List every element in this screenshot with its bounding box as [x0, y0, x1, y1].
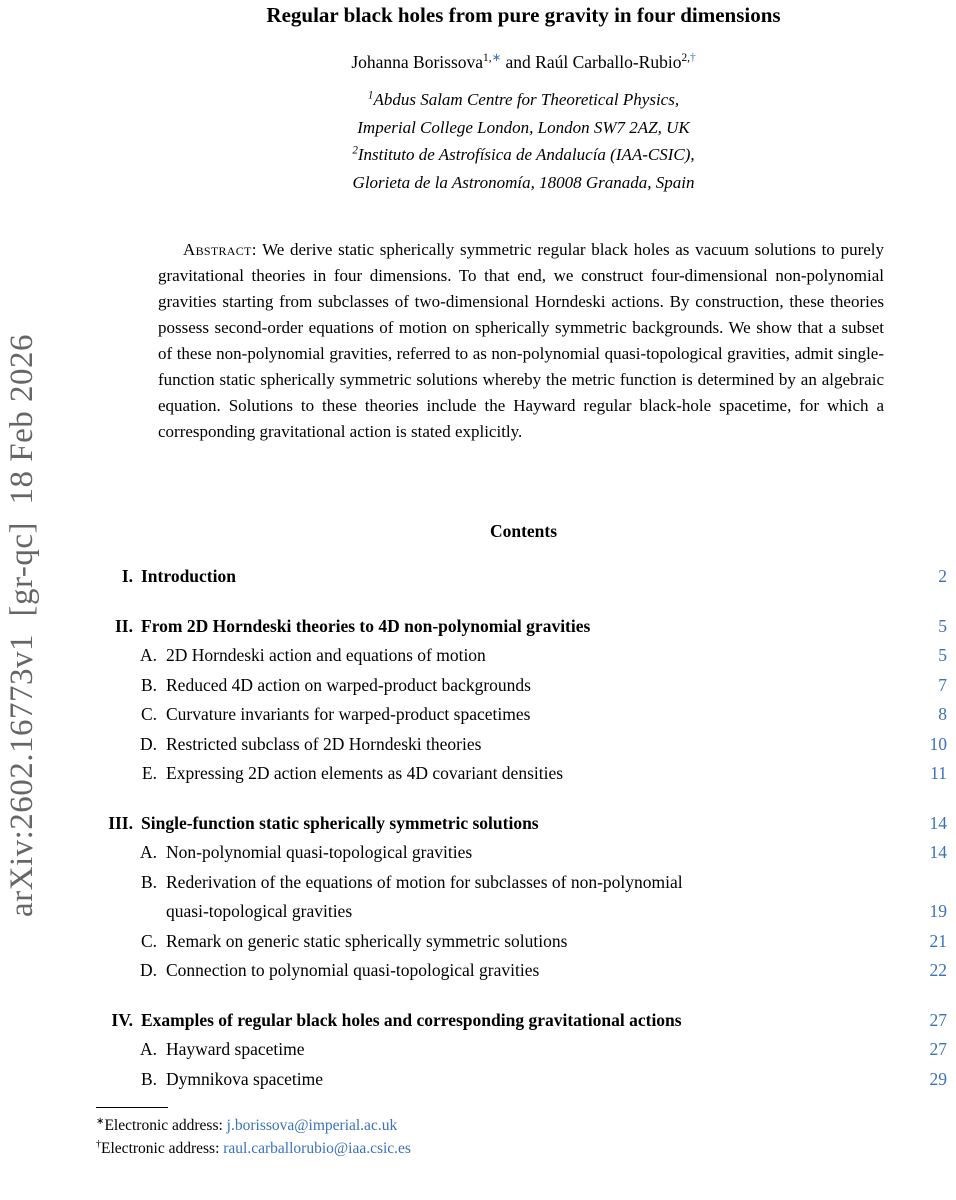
toc-page-link[interactable]: 14: [929, 842, 947, 862]
abstract-label: Abstract:: [183, 240, 257, 259]
toc-page-link[interactable]: 22: [929, 960, 947, 980]
toc-item: [100, 641, 947, 671]
toc-title: Single-function static spherically symmetric solutions: [141, 812, 539, 833]
author-2-affil-sup: 2,†: [681, 52, 696, 65]
toc-number: D.: [139, 733, 157, 754]
author-2-footnote-link[interactable]: †: [689, 52, 696, 65]
toc-item: [100, 612, 947, 642]
affiliation-block: [100, 86, 947, 196]
toc-item: [100, 1065, 947, 1095]
email-link[interactable]: j.borissova@imperial.ac.uk: [226, 1117, 398, 1134]
footnote-rule: [96, 1107, 168, 1108]
toc-item: [100, 759, 947, 789]
author-line: [100, 51, 947, 73]
toc-title: 2D Horndeski action and equations of motion: [166, 645, 486, 665]
toc-item: [100, 671, 947, 701]
toc-page-link[interactable]: 14: [929, 812, 947, 833]
toc-title: Connection to polynomial quasi-topological gravities: [166, 960, 540, 980]
footnote-mark: †: [96, 1138, 102, 1150]
toc-page-link[interactable]: 2: [938, 566, 947, 586]
toc-title: Non-polynomial quasi-topological gravities: [166, 842, 473, 862]
author-1-affil-sup: 1,∗: [483, 52, 502, 65]
toc-number: IV.: [111, 1009, 133, 1030]
toc-title: Examples of regular black holes and corresponding gravitational actions: [141, 1009, 682, 1030]
toc-item: [100, 562, 947, 592]
affiliation-line: Glorieta de la Astronomía, 18008 Granada, Spain: [352, 172, 695, 192]
author-conjunction: and: [501, 52, 536, 72]
email-link[interactable]: raul.carballorubio@iaa.csic.es: [223, 1139, 411, 1157]
affiliation-line: $^2$Instituto de Astrofísica de Andalucía (IAA-CSIC),: [352, 144, 695, 164]
toc-page-link[interactable]: 10: [929, 733, 947, 754]
toc-item: [100, 956, 947, 986]
toc-item: [100, 838, 947, 868]
toc-item: [100, 809, 947, 839]
toc-title: Introduction: [141, 566, 236, 586]
toc-title: Curvature invariants for warped-product spacetimes: [166, 704, 531, 724]
footnote-line: [96, 1138, 947, 1161]
toc-page-link[interactable]: 29: [929, 1068, 947, 1089]
toc-page-link[interactable]: 7: [938, 674, 947, 695]
toc-number: D.: [139, 960, 157, 980]
toc-page-link[interactable]: 19: [929, 901, 947, 921]
contents-heading: Contents: [489, 521, 558, 541]
paper-title: Regular black holes from pure gravity in four dimensions: [266, 3, 781, 27]
toc-title: Reduced 4D action on warped-product backgrounds: [166, 674, 531, 695]
toc-item: [100, 700, 947, 730]
toc-item: [100, 868, 947, 898]
toc-title: Hayward spacetime: [166, 1039, 305, 1059]
toc-number: A.: [139, 842, 157, 862]
abstract: [158, 237, 884, 445]
toc-title: Restricted subclass of 2D Horndeski theories: [166, 733, 482, 754]
toc-number: [100, 897, 157, 927]
toc-number: I.: [121, 566, 133, 586]
toc-number: B.: [140, 1068, 157, 1089]
toc-page-link[interactable]: 21: [929, 930, 947, 951]
arxiv-watermark: arXiv:2602.16773v1 [gr-qc] 18 Feb 2026: [4, 334, 40, 918]
affiliation-line: $^1$Abdus Salam Centre for Theoretical Physics,: [367, 89, 680, 109]
author-2-name: Raúl Carballo-Rubio: [535, 52, 682, 72]
toc-item: [100, 1035, 947, 1065]
toc-number: A.: [139, 1039, 157, 1059]
toc-page-link[interactable]: 11: [930, 763, 947, 783]
toc-page-link[interactable]: 27: [929, 1039, 947, 1059]
footnote-label: Electronic address:: [101, 1139, 224, 1157]
abstract-text: We derive static spherically symmetric regular black holes as vacuum solutions to purely gravitational theories in four dimensions. To that end, we construct four-dimensional non-polynomial gravities starting from subclasses of two-dimensional Horndeski actions. By construction, these theories possess second-order equations of motion on spherically symmetric backgrounds. We show that a subset of these non-polynomial gravities, referred to as non-polynomial quasi-topological gravities, admit single-function static spherically symmetric solutions whereby the metric function is determined by an algebraic equation. Solutions to these theories include the Hayward regular black-hole spacetime, for which a corresponding gravitational action is stated explicitly.: [158, 240, 884, 441]
toc-title: Remark on generic static spherically symmetric solutions: [166, 930, 568, 951]
page-content: [96, 0, 947, 1160]
toc-number: B.: [140, 674, 157, 695]
toc-number: C.: [140, 704, 157, 724]
toc-item: [100, 730, 947, 760]
toc-page-link[interactable]: 5: [938, 645, 947, 665]
toc-number: C.: [140, 930, 157, 951]
toc-number: B.: [140, 871, 157, 892]
toc-title: Expressing 2D action elements as 4D covariant densities: [166, 763, 564, 783]
footnote-line: [96, 1115, 947, 1138]
toc-number: III.: [108, 812, 133, 833]
toc-number: II.: [115, 615, 133, 636]
footnote-label: Electronic address:: [104, 1117, 227, 1134]
toc-page-link[interactable]: [937, 868, 947, 898]
toc-item: [100, 927, 947, 957]
footnote-block: [96, 1107, 947, 1160]
toc-page-link[interactable]: 27: [929, 1009, 947, 1030]
toc-page-link[interactable]: 5: [938, 615, 947, 636]
toc-title: Rederivation of the equations of motion for subclasses of non-polynomial: [166, 871, 683, 892]
toc-title: quasi-topological gravities: [166, 901, 353, 921]
toc-title: Dymnikova spacetime: [166, 1068, 323, 1089]
author-1-name: Johanna Borissova: [351, 52, 484, 72]
toc-number: A.: [139, 645, 157, 665]
toc-page-link[interactable]: 8: [938, 704, 947, 724]
toc-number: E.: [141, 763, 157, 783]
author-1-footnote-link[interactable]: ∗: [491, 52, 502, 65]
toc-item-continuation: [100, 897, 947, 927]
toc-item: [100, 1006, 947, 1036]
footnote-mark: ∗: [96, 1115, 105, 1127]
affiliation-line: Imperial College London, London SW7 2AZ, UK: [357, 117, 690, 137]
table-of-contents: [100, 562, 947, 1094]
toc-title: From 2D Horndeski theories to 4D non-polynomial gravities: [141, 615, 591, 636]
